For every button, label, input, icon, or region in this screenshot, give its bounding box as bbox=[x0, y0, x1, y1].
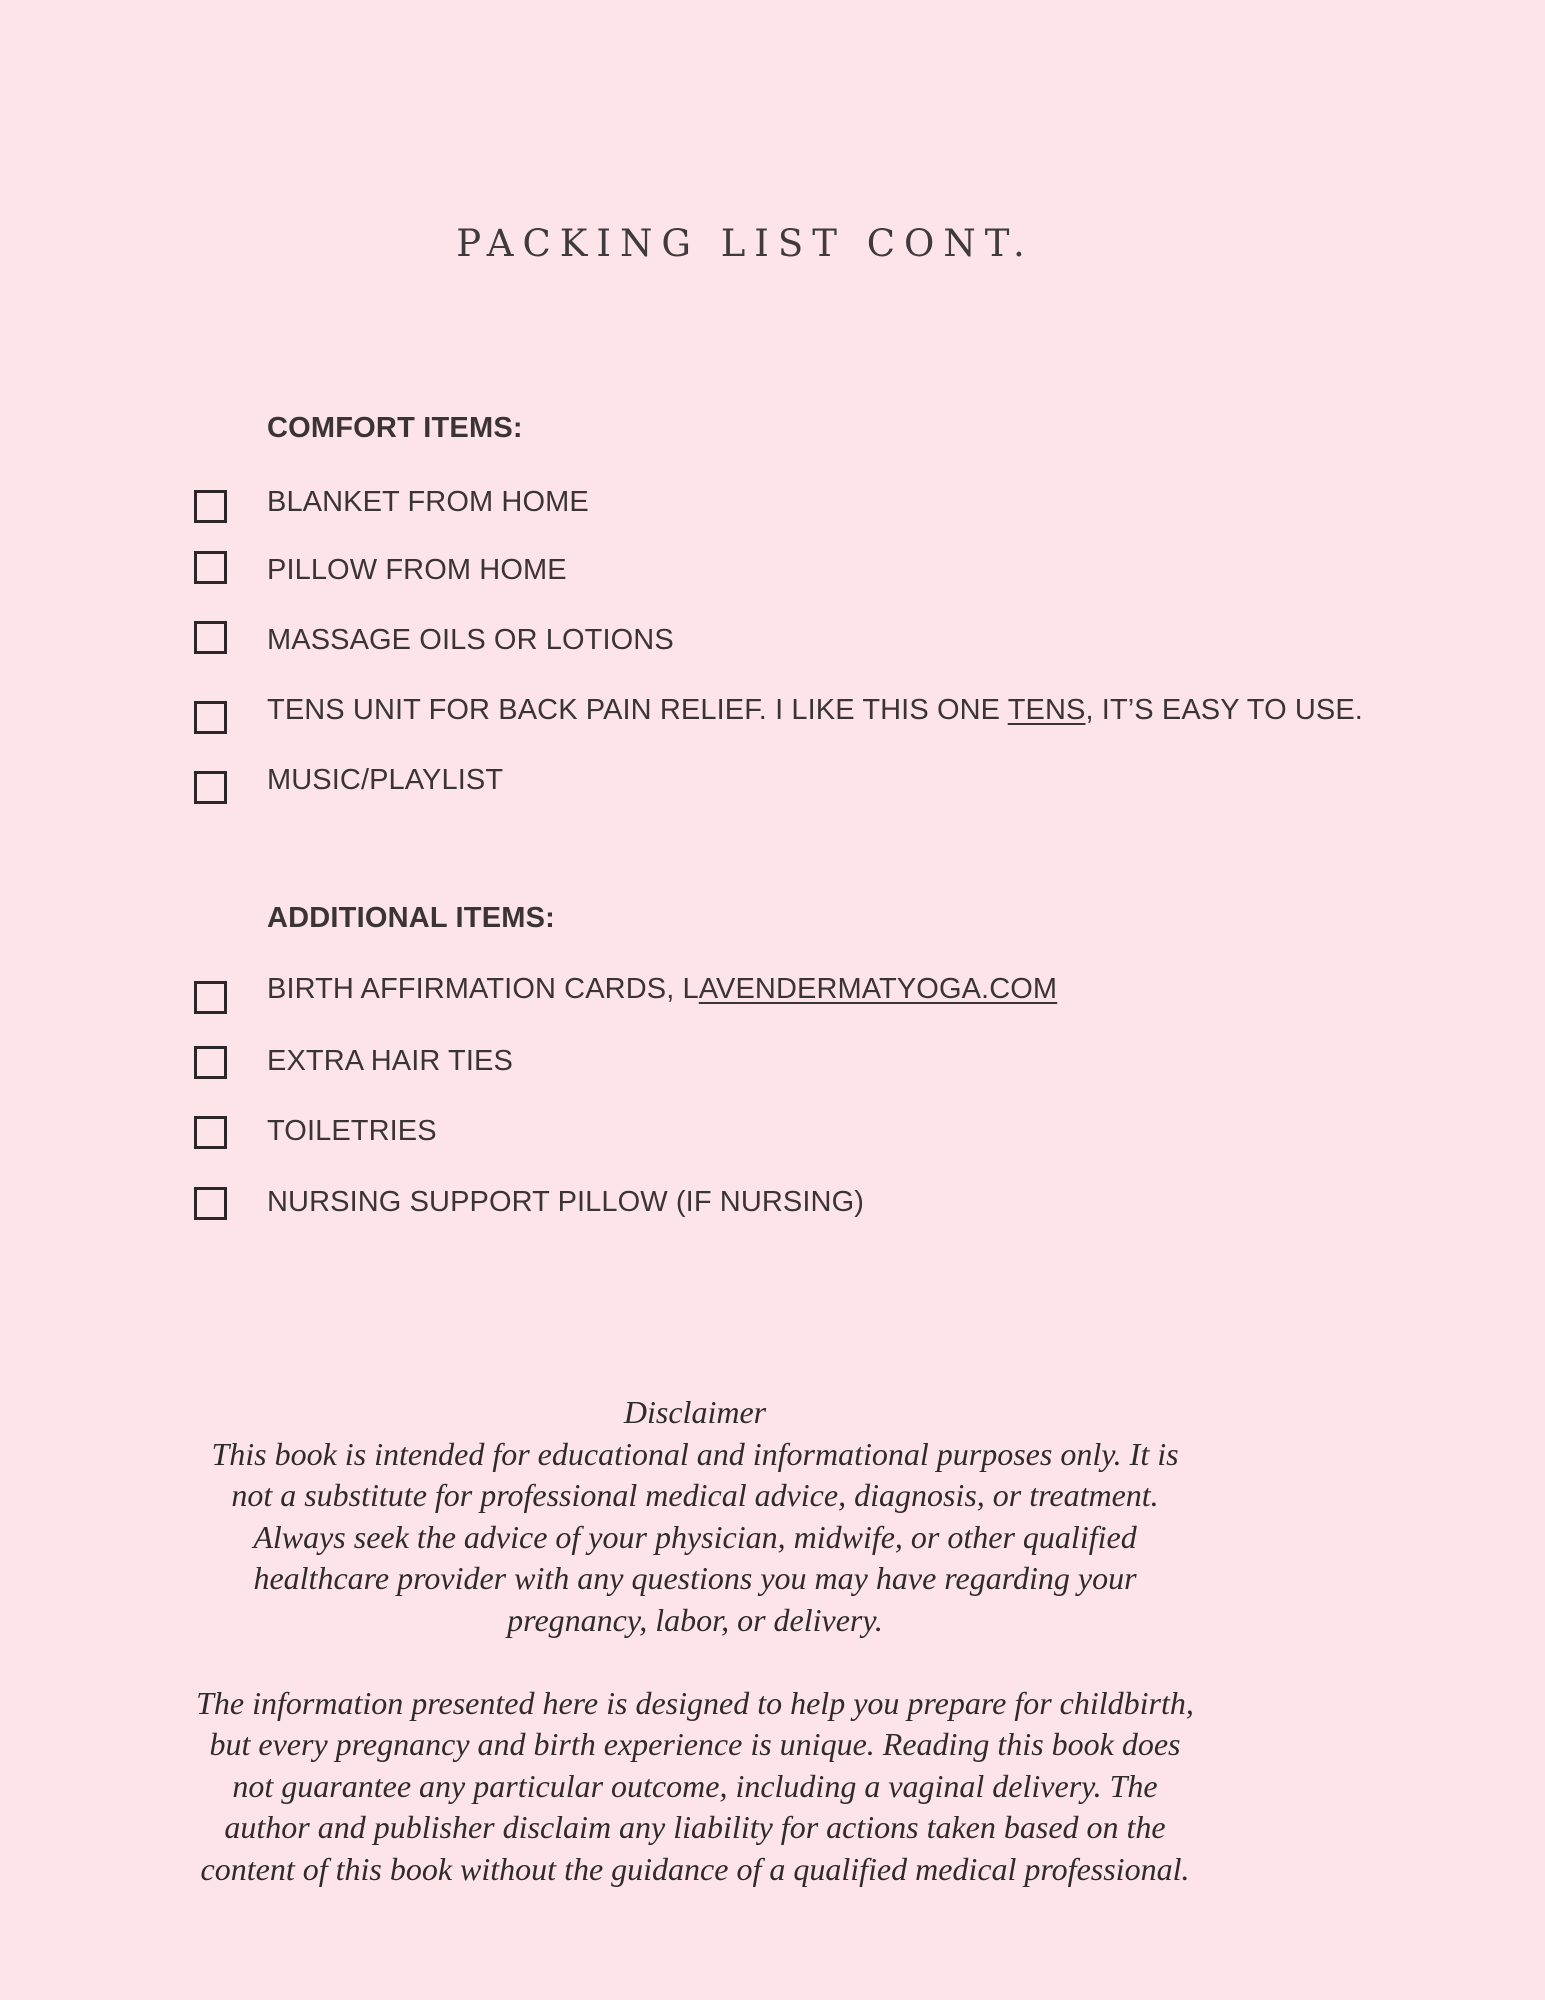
checklist-item-nursing-pillow bbox=[194, 1183, 864, 1223]
item-label-toiletries: TOILETRIES bbox=[267, 1115, 437, 1147]
disclaimer-block bbox=[190, 1392, 1200, 1890]
checklist-item-music bbox=[194, 764, 504, 807]
disclaimer-paragraph-1: This book is intended for educational and informational purposes only. It is not a substitute for professional medical advice, diagnosis, or treatment. Always seek the advice of your physician, midwife, or other qualified healthcare provider with any questions you may have regarding your pregnancy, labor, or delivery. bbox=[211, 1435, 1179, 1638]
checkbox-blanket[interactable] bbox=[194, 490, 227, 523]
tens-text-after: , IT’S EASY TO USE. bbox=[1085, 694, 1363, 726]
item-label-affirmation-cards bbox=[267, 972, 1057, 1006]
disclaimer-spacer bbox=[190, 1641, 1200, 1683]
item-label-nursing-pillow: NURSING SUPPORT PILLOW (IF NURSING) bbox=[267, 1186, 864, 1218]
tens-link[interactable]: TENS bbox=[1007, 694, 1086, 726]
checkbox-affirmation-cards[interactable] bbox=[194, 981, 227, 1014]
checklist-item-hair-ties bbox=[194, 1042, 513, 1082]
checkbox-hair-ties[interactable] bbox=[194, 1046, 227, 1079]
item-label-tens-unit bbox=[267, 693, 1363, 727]
checkbox-nursing-pillow[interactable] bbox=[194, 1187, 227, 1220]
checkbox-massage-oils[interactable] bbox=[194, 621, 227, 654]
item-label-music: MUSIC/PLAYLIST bbox=[267, 764, 504, 796]
item-label-massage-oils: MASSAGE OILS OR LOTIONS bbox=[267, 624, 674, 656]
checklist-item-pillow bbox=[194, 547, 567, 587]
checklist-item-massage-oils bbox=[194, 617, 674, 657]
checkbox-tens-unit[interactable] bbox=[194, 701, 227, 734]
comfort-items-heading: COMFORT ITEMS: bbox=[267, 412, 523, 444]
page-title: PACKING LIST CONT. bbox=[456, 222, 1034, 265]
checkbox-pillow[interactable] bbox=[194, 551, 227, 584]
disclaimer-paragraph-2: The information presented here is designed to help you prepare for childbirth, but every pregnancy and birth experience is unique. Reading this book does not guarantee any particular outcome, including a vaginal delivery. The author and publisher disclaim any liability for actions taken based on the content of this book without the guidance of a qualified medical professional. bbox=[196, 1684, 1194, 1887]
item-label-blanket: BLANKET FROM HOME bbox=[267, 486, 589, 518]
lavendermatyoga-link[interactable]: AVENDERMATYOGA.COM bbox=[698, 973, 1058, 1005]
item-label-pillow: PILLOW FROM HOME bbox=[267, 554, 567, 586]
checklist-item-affirmation-cards bbox=[194, 973, 1058, 1017]
checkbox-toiletries[interactable] bbox=[194, 1116, 227, 1149]
tens-text-before: TENS UNIT FOR BACK PAIN RELIEF. I LIKE THIS ONE bbox=[267, 694, 1008, 726]
additional-items-heading: ADDITIONAL ITEMS: bbox=[267, 902, 556, 934]
checklist-item-toiletries bbox=[194, 1112, 437, 1152]
checkbox-music[interactable] bbox=[194, 771, 227, 804]
checklist-item-tens-unit bbox=[194, 694, 1363, 737]
disclaimer-title: Disclaimer bbox=[623, 1394, 767, 1430]
item-label-hair-ties: EXTRA HAIR TIES bbox=[267, 1045, 513, 1077]
affirmation-text-before: BIRTH AFFIRMATION CARDS, L bbox=[267, 973, 699, 1005]
checklist-item-blanket bbox=[194, 485, 589, 525]
